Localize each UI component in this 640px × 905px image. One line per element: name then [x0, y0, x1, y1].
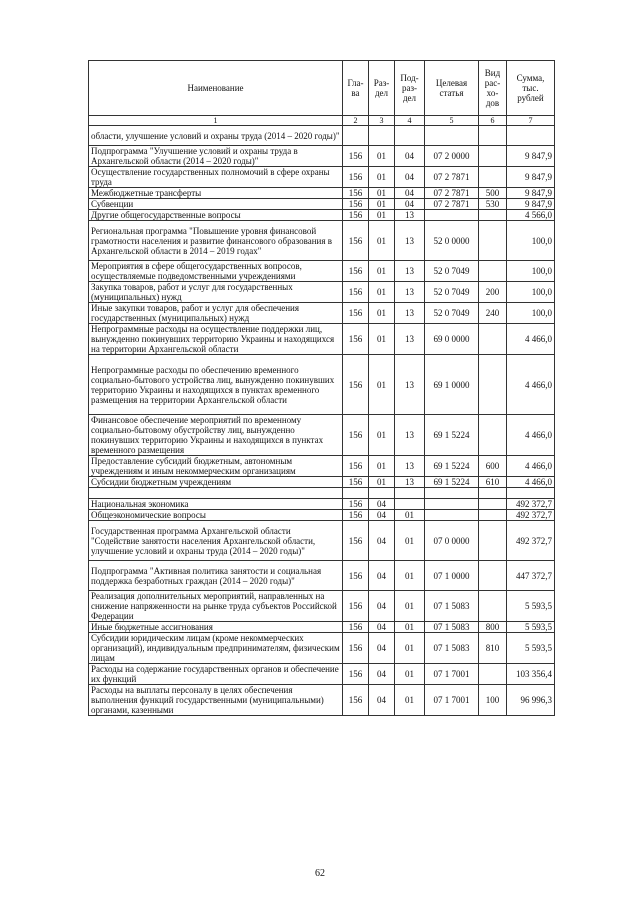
cell-glava: 156 [343, 477, 369, 488]
cell-podrazdel [395, 499, 425, 510]
cell-target: 07 1 5083 [425, 622, 479, 633]
cell-razdel: 04 [369, 633, 395, 664]
table-row [89, 210, 555, 221]
cell-razdel: 01 [369, 456, 395, 477]
cell-podrazdel: 13 [395, 456, 425, 477]
cell-glava: 156 [343, 591, 369, 622]
cell-target [425, 126, 479, 146]
cell-razdel: 01 [369, 261, 395, 282]
cell-sum: 492 372,7 [507, 499, 555, 510]
table-row [89, 303, 555, 324]
cell-target [425, 210, 479, 221]
cell-glava: 156 [343, 167, 369, 188]
cell-target: 07 1 7001 [425, 664, 479, 685]
header-razdel: Раз-дел [369, 61, 395, 116]
cell-sum [507, 488, 555, 499]
table-row [89, 521, 555, 561]
cell-razdel: 01 [369, 188, 395, 199]
table-row [89, 126, 555, 146]
table-row [89, 510, 555, 521]
cell-name: Закупка товаров, работ и услуг для государственных (муниципальных) нужд [89, 282, 343, 303]
cell-vid [479, 261, 507, 282]
cell-sum: 100,0 [507, 282, 555, 303]
cell-glava [343, 126, 369, 146]
cell-podrazdel: 01 [395, 591, 425, 622]
table-row [89, 415, 555, 456]
cell-vid: 200 [479, 282, 507, 303]
page-number: 62 [315, 868, 325, 879]
cell-vid [479, 210, 507, 221]
cell-razdel: 04 [369, 561, 395, 591]
cell-sum: 100,0 [507, 303, 555, 324]
cell-vid [479, 521, 507, 561]
cell-target: 52 0 0000 [425, 221, 479, 261]
cell-podrazdel: 01 [395, 685, 425, 716]
cell-target: 07 1 5083 [425, 633, 479, 664]
cell-target: 07 2 7871 [425, 188, 479, 199]
cell-name: Межбюджетные трансферты [89, 188, 343, 199]
cell-vid [479, 167, 507, 188]
cell-glava: 156 [343, 456, 369, 477]
table-row [89, 633, 555, 664]
cell-sum [507, 126, 555, 146]
cell-name: Субсидии бюджетным учреждениям [89, 477, 343, 488]
cell-podrazdel: 13 [395, 210, 425, 221]
cell-sum: 100,0 [507, 221, 555, 261]
cell-target [425, 510, 479, 521]
cell-name: Иные бюджетные ассигнования [89, 622, 343, 633]
cell-glava: 156 [343, 561, 369, 591]
cell-razdel: 01 [369, 146, 395, 167]
cell-name: Расходы на содержание государственных органов и обеспечение их функций [89, 664, 343, 685]
table-row [89, 591, 555, 622]
cell-razdel: 01 [369, 303, 395, 324]
cell-podrazdel: 13 [395, 221, 425, 261]
cell-sum: 4 466,0 [507, 355, 555, 415]
cell-vid [479, 510, 507, 521]
cell-razdel [369, 488, 395, 499]
cell-razdel: 01 [369, 415, 395, 456]
cell-vid [479, 126, 507, 146]
cell-podrazdel: 01 [395, 664, 425, 685]
cell-razdel: 04 [369, 664, 395, 685]
cell-name: Общеэкономические вопросы [89, 510, 343, 521]
header-target: Целевая статья [425, 61, 479, 116]
cell-vid [479, 561, 507, 591]
cell-razdel: 01 [369, 199, 395, 210]
cell-podrazdel: 01 [395, 633, 425, 664]
cell-sum: 9 847,9 [507, 188, 555, 199]
cell-sum: 5 593,5 [507, 633, 555, 664]
cell-glava: 156 [343, 188, 369, 199]
cell-glava: 156 [343, 622, 369, 633]
cell-glava [343, 488, 369, 499]
cell-sum: 5 593,5 [507, 591, 555, 622]
table-row [89, 261, 555, 282]
cell-podrazdel: 13 [395, 282, 425, 303]
cell-name: Субсидии юридическим лицам (кроме некоммерческих организаций), индивидуальным предпринимателям, физическим лицам [89, 633, 343, 664]
cell-podrazdel: 01 [395, 561, 425, 591]
cell-name: Государственная программа Архангельской области "Содействие занятости населения Архангельской области, улучшение условий и охраны труда (2014 – 2020 годы)" [89, 521, 343, 561]
cell-razdel: 04 [369, 499, 395, 510]
cell-name: Расходы на выплаты персоналу в целях обеспечения выполнения функций государственными (муниципальными) органами, казенными [89, 685, 343, 716]
cell-sum: 103 356,4 [507, 664, 555, 685]
cell-name: Национальная экономика [89, 499, 343, 510]
table-row [89, 221, 555, 261]
cell-target [425, 499, 479, 510]
cell-vid [479, 664, 507, 685]
cell-razdel: 04 [369, 685, 395, 716]
cell-target: 69 0 0000 [425, 324, 479, 355]
cell-name: Подпрограмма "Активная политика занятости и социальная поддержка безработных граждан (2014 – 2020 годы)" [89, 561, 343, 591]
cell-name: Реализация дополнительных мероприятий, направленных на снижение напряженности на рынке труда субъектов Российской Федерации [89, 591, 343, 622]
cell-target: 07 2 7871 [425, 199, 479, 210]
cell-sum: 4 566,0 [507, 210, 555, 221]
cell-target [425, 488, 479, 499]
cell-sum: 100,0 [507, 261, 555, 282]
table-row [89, 167, 555, 188]
cell-name: Другие общегосударственные вопросы [89, 210, 343, 221]
cell-glava: 156 [343, 221, 369, 261]
index-cell: 2 [343, 116, 369, 126]
cell-podrazdel: 01 [395, 622, 425, 633]
index-row [89, 116, 555, 126]
cell-vid [479, 488, 507, 499]
cell-razdel: 04 [369, 622, 395, 633]
cell-name: Непрограммные расходы на осуществление поддержки лиц, вынужденно покинувших территорию Украины и находящихся на территории Архангельской области [89, 324, 343, 355]
index-cell: 4 [395, 116, 425, 126]
cell-razdel: 01 [369, 324, 395, 355]
cell-target: 69 1 5224 [425, 415, 479, 456]
cell-target: 07 0 0000 [425, 521, 479, 561]
cell-target: 07 2 0000 [425, 146, 479, 167]
budget-table [88, 60, 555, 716]
index-cell: 5 [425, 116, 479, 126]
cell-razdel: 04 [369, 510, 395, 521]
index-cell: 3 [369, 116, 395, 126]
cell-razdel [369, 126, 395, 146]
table-body [89, 126, 555, 716]
cell-glava: 156 [343, 510, 369, 521]
table-row [89, 324, 555, 355]
cell-target: 52 0 7049 [425, 261, 479, 282]
table-row [89, 561, 555, 591]
index-cell: 1 [89, 116, 343, 126]
cell-vid [479, 221, 507, 261]
cell-sum: 5 593,5 [507, 622, 555, 633]
cell-target: 52 0 7049 [425, 282, 479, 303]
cell-razdel: 01 [369, 282, 395, 303]
cell-target: 07 1 0000 [425, 561, 479, 591]
cell-sum: 447 372,7 [507, 561, 555, 591]
cell-glava: 156 [343, 282, 369, 303]
cell-vid [479, 591, 507, 622]
cell-sum: 96 996,3 [507, 685, 555, 716]
cell-glava: 156 [343, 146, 369, 167]
cell-sum: 4 466,0 [507, 456, 555, 477]
cell-sum: 4 466,0 [507, 415, 555, 456]
cell-podrazdel: 04 [395, 188, 425, 199]
table-row [89, 282, 555, 303]
cell-glava: 156 [343, 499, 369, 510]
cell-name: Предоставление субсидий бюджетным, автономным учреждениям и иным некоммерческим организациям [89, 456, 343, 477]
cell-vid: 610 [479, 477, 507, 488]
table-row [89, 685, 555, 716]
cell-vid: 100 [479, 685, 507, 716]
cell-podrazdel [395, 488, 425, 499]
cell-vid [479, 146, 507, 167]
table-row [89, 622, 555, 633]
cell-podrazdel: 04 [395, 167, 425, 188]
cell-razdel: 01 [369, 477, 395, 488]
cell-name: Субвенции [89, 199, 343, 210]
cell-glava: 156 [343, 521, 369, 561]
cell-vid: 240 [479, 303, 507, 324]
header-row [89, 61, 555, 116]
cell-glava: 156 [343, 685, 369, 716]
cell-glava: 156 [343, 303, 369, 324]
cell-name: Непрограммные расходы по обеспечению временного социально-бытового устройства лиц, вынужденно покинувших территорию Украины и находящихся в пунктах временного размещения на территории Архангельской области [89, 355, 343, 415]
cell-vid [479, 324, 507, 355]
cell-glava: 156 [343, 324, 369, 355]
cell-podrazdel: 13 [395, 303, 425, 324]
cell-target: 69 1 5224 [425, 477, 479, 488]
table-row [89, 499, 555, 510]
cell-razdel: 01 [369, 167, 395, 188]
cell-name: Региональная программа "Повышение уровня финансовой грамотности населения и развитие финансового образования в Архангельской области в 2014 – 2019 годах" [89, 221, 343, 261]
cell-glava: 156 [343, 355, 369, 415]
cell-glava: 156 [343, 210, 369, 221]
cell-target: 07 2 7871 [425, 167, 479, 188]
cell-sum: 492 372,7 [507, 510, 555, 521]
cell-sum: 9 847,9 [507, 167, 555, 188]
cell-podrazdel: 01 [395, 510, 425, 521]
cell-vid [479, 355, 507, 415]
cell-glava: 156 [343, 633, 369, 664]
cell-podrazdel: 13 [395, 324, 425, 355]
index-cell: 6 [479, 116, 507, 126]
cell-razdel: 04 [369, 521, 395, 561]
cell-razdel: 04 [369, 591, 395, 622]
cell-name: области, улучшение условий и охраны труда (2014 – 2020 годы)" [89, 126, 343, 146]
index-cell: 7 [507, 116, 555, 126]
cell-podrazdel: 13 [395, 261, 425, 282]
cell-razdel: 01 [369, 221, 395, 261]
cell-podrazdel: 04 [395, 199, 425, 210]
cell-vid: 600 [479, 456, 507, 477]
cell-podrazdel: 01 [395, 521, 425, 561]
table-row [89, 456, 555, 477]
table-row [89, 355, 555, 415]
cell-vid: 500 [479, 188, 507, 199]
header-vid: Вид рас-хо-дов [479, 61, 507, 116]
header-name: Наименование [89, 61, 343, 116]
cell-name: Осуществление государственных полномочий в сфере охраны труда [89, 167, 343, 188]
cell-name [89, 488, 343, 499]
header-podrazdel: Под-раз-дел [395, 61, 425, 116]
cell-glava: 156 [343, 199, 369, 210]
cell-sum: 9 847,9 [507, 146, 555, 167]
table-row [89, 188, 555, 199]
cell-name: Подпрограмма "Улучшение условий и охраны труда в Архангельской области (2014 – 2020 годы)" [89, 146, 343, 167]
cell-target: 69 1 5224 [425, 456, 479, 477]
cell-razdel: 01 [369, 355, 395, 415]
cell-sum: 4 466,0 [507, 324, 555, 355]
cell-sum: 9 847,9 [507, 199, 555, 210]
cell-podrazdel: 13 [395, 355, 425, 415]
cell-vid [479, 415, 507, 456]
cell-sum: 4 466,0 [507, 477, 555, 488]
cell-vid: 530 [479, 199, 507, 210]
table-row [89, 664, 555, 685]
cell-glava: 156 [343, 415, 369, 456]
header-sum: Сумма, тыс. рублей [507, 61, 555, 116]
cell-name: Мероприятия в сфере общегосударственных вопросов, осуществляемые подведомственными учреждениями [89, 261, 343, 282]
header-glava: Гла-ва [343, 61, 369, 116]
cell-sum: 492 372,7 [507, 521, 555, 561]
cell-podrazdel: 13 [395, 415, 425, 456]
cell-vid: 810 [479, 633, 507, 664]
cell-podrazdel: 04 [395, 146, 425, 167]
table-row [89, 488, 555, 499]
cell-target: 07 1 5083 [425, 591, 479, 622]
cell-vid: 800 [479, 622, 507, 633]
cell-target: 07 1 7001 [425, 685, 479, 716]
cell-glava: 156 [343, 261, 369, 282]
cell-vid [479, 499, 507, 510]
cell-podrazdel: 13 [395, 477, 425, 488]
cell-target: 69 1 0000 [425, 355, 479, 415]
table-row [89, 146, 555, 167]
cell-target: 52 0 7049 [425, 303, 479, 324]
table-row [89, 199, 555, 210]
cell-name: Финансовое обеспечение мероприятий по временному социально-бытовому обустройству лиц, вынужденно покинувших территорию Украины и находящихся в пунктах временного размещения [89, 415, 343, 456]
cell-name: Иные закупки товаров, работ и услуг для обеспечения государственных (муниципальных) нужд [89, 303, 343, 324]
cell-podrazdel [395, 126, 425, 146]
cell-glava: 156 [343, 664, 369, 685]
table-row [89, 477, 555, 488]
cell-razdel: 01 [369, 210, 395, 221]
